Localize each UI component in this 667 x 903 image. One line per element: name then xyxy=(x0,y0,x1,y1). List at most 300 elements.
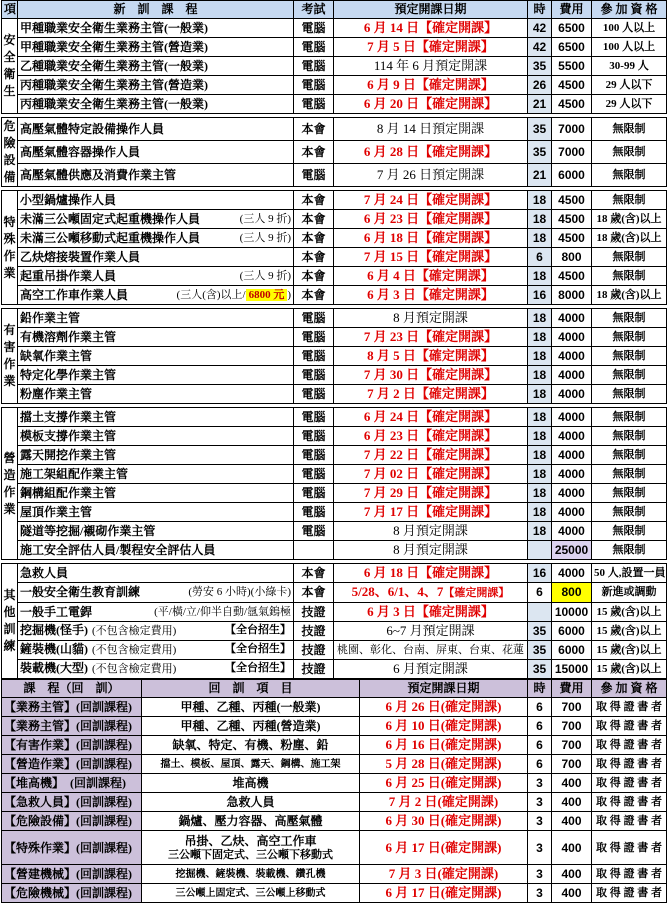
table-row xyxy=(2,366,667,385)
course-date-text: 5/28、6/1、4、7 xyxy=(351,584,444,599)
refresher-hours: 3 xyxy=(528,865,552,884)
course-tag: 【全台招生】 xyxy=(225,662,291,674)
course-name-text: 丙種職業安全衛生業務主管(營造業) xyxy=(20,77,208,92)
refresher-date-text: 6 月 16 日(確定開課) xyxy=(385,737,502,752)
course-date xyxy=(334,385,528,404)
course-date-text: 6 月 14 日【確定開課】 xyxy=(363,20,498,35)
category-char: 險 xyxy=(3,136,16,150)
exam-type: 本會 xyxy=(294,286,334,305)
course-name xyxy=(18,19,294,38)
refresher-course: 【危險設備】(回訓課程) xyxy=(2,812,142,831)
course-name xyxy=(18,522,294,541)
course-hours: 18 xyxy=(528,385,552,404)
course-date-text: 8 月 14 日預定開課 xyxy=(376,121,485,136)
category-char: 全 xyxy=(3,50,16,64)
course-eligibility: 無限制 xyxy=(592,503,667,522)
course-hours: 18 xyxy=(528,408,552,427)
course-eligibility: 15 歲(含)以上 xyxy=(592,641,667,660)
course-eligibility: 無限制 xyxy=(592,141,667,164)
refresher-hours: 3 xyxy=(528,812,552,831)
refresher-course: 【營建機械】(回訓課程) xyxy=(2,865,142,884)
category-char: 業 xyxy=(3,265,16,280)
course-name-text: 裝載機(大型) xyxy=(20,661,88,675)
course-hours: 18 xyxy=(528,427,552,446)
refresher-date xyxy=(360,717,528,736)
course-date-text: 8 月預定開課 xyxy=(393,310,468,325)
refresher-course: 【危險機械】(回訓課程) xyxy=(2,884,142,903)
course-fee: 4000 xyxy=(552,465,592,484)
course-fee: 6000 xyxy=(552,641,592,660)
course-schedule-table xyxy=(1,0,667,679)
course-note: (三人 9 折) xyxy=(239,269,291,282)
exam-type: 本會 xyxy=(294,583,334,603)
table-row xyxy=(2,286,667,305)
course-fee: 4000 xyxy=(552,503,592,522)
refresher-items-text: 鍋爐、壓力容器、高壓氣體 xyxy=(178,813,323,828)
exam-type: 本會 xyxy=(294,210,334,229)
refresher-course: 【有害作業】(回訓課程) xyxy=(2,736,142,755)
table-row xyxy=(2,564,667,583)
course-eligibility: 29 人以下 xyxy=(592,95,667,114)
course-date-text: 7 月 17 日【確定開課】 xyxy=(363,504,498,519)
refresher-items xyxy=(142,736,360,755)
course-date-text: 桃園、彰化、台南、屏東、台東、花蓮 xyxy=(337,644,524,656)
course-hours: 18 xyxy=(528,229,552,248)
exam-type: 本會 xyxy=(294,564,334,583)
course-hours: 18 xyxy=(528,267,552,286)
course-eligibility: 無限制 xyxy=(592,164,667,187)
course-fee: 800 xyxy=(552,583,592,603)
course-date-text: 8 月預定開課 xyxy=(393,542,468,557)
course-eligibility: 100 人以上 xyxy=(592,38,667,57)
refresher-row xyxy=(2,717,667,736)
course-name-text: 挖掘機(怪手) xyxy=(20,623,88,637)
refresher-items xyxy=(142,755,360,774)
course-eligibility: 無限制 xyxy=(592,385,667,404)
course-note: (不包含檢定費用) xyxy=(92,644,177,656)
course-fee: 4000 xyxy=(552,309,592,328)
course-price: 6800 元 xyxy=(246,289,288,301)
refresher-fee: 400 xyxy=(552,793,592,812)
course-date xyxy=(334,522,528,541)
refresher-items xyxy=(142,865,360,884)
course-eligibility: 無限制 xyxy=(592,408,667,427)
course-note: (不包含檢定費用) xyxy=(92,663,177,675)
category-cell-safety xyxy=(2,19,18,114)
course-hours: 18 xyxy=(528,210,552,229)
refresher-date xyxy=(360,884,528,903)
course-eligibility: 無限制 xyxy=(592,248,667,267)
refresher-course: 【特殊作業】(回訓課程) xyxy=(2,831,142,865)
category-cell-construct xyxy=(2,408,18,560)
course-date xyxy=(334,191,528,210)
course-name xyxy=(18,484,294,503)
course-eligibility: 29 人以下 xyxy=(592,76,667,95)
category-cell-other xyxy=(2,564,18,679)
refresher-hours: 3 xyxy=(528,831,552,865)
exam-type: 電腦 xyxy=(294,309,334,328)
course-note: (三人(含)以上/ xyxy=(176,288,246,301)
exam-type: 本會 xyxy=(294,118,334,141)
refresher-items xyxy=(142,812,360,831)
exam-type: 電腦 xyxy=(294,76,334,95)
table-header-row xyxy=(2,1,667,19)
table-row xyxy=(2,641,667,660)
course-name-text: 小型鍋爐操作人員 xyxy=(20,192,117,207)
course-date-text: 7 月 26 日預定開課 xyxy=(376,167,485,182)
refresher-hours: 6 xyxy=(528,755,552,774)
category-char: 他 xyxy=(3,605,16,619)
course-fee: 7000 xyxy=(552,141,592,164)
course-hours: 18 xyxy=(528,366,552,385)
table-row xyxy=(2,328,667,347)
course-tag: 【全台招生】 xyxy=(225,624,291,636)
refresher-date-text: 7 月 2 日(確定開課) xyxy=(388,794,499,809)
course-eligibility: 18 歲(含)以上 xyxy=(592,286,667,305)
refresher-eligibility: 取 得 證 書 者 xyxy=(592,774,667,793)
course-name xyxy=(18,38,294,57)
refresher-date-text: 6 月 17 日(確定開課) xyxy=(385,839,502,855)
refresher-items-text: 急救人員 xyxy=(226,794,275,809)
refresher-row xyxy=(2,698,667,717)
refresher-hours: 3 xyxy=(528,884,552,903)
course-fee: 6500 xyxy=(552,38,592,57)
course-note: (三人 9 折) xyxy=(239,212,291,225)
exam-type: 本會 xyxy=(294,191,334,210)
exam-type: 電腦 xyxy=(294,484,334,503)
category-char: 生 xyxy=(3,84,16,98)
course-fee: 4000 xyxy=(552,385,592,404)
refresher-hours: 6 xyxy=(528,736,552,755)
table-row xyxy=(2,603,667,622)
course-name-text: 特定化學作業主管 xyxy=(20,367,117,382)
course-hours: 35 xyxy=(528,57,552,76)
course-eligibility: 18 歲(含)以上 xyxy=(592,210,667,229)
refresher-eligibility: 取 得 證 書 者 xyxy=(592,865,667,884)
exam-type: 電腦 xyxy=(294,465,334,484)
course-name xyxy=(18,328,294,347)
refresher-items-text: 甲種、乙種、丙種(營造業) xyxy=(180,718,321,733)
course-name-text: 高空工作車作業人員 xyxy=(20,287,129,302)
course-hours: 35 xyxy=(528,622,552,641)
course-fee: 4500 xyxy=(552,229,592,248)
refresher-fee: 400 xyxy=(552,831,592,865)
course-fee: 4000 xyxy=(552,446,592,465)
table-row xyxy=(2,229,667,248)
table-row xyxy=(2,446,667,465)
course-hours: 16 xyxy=(528,286,552,305)
course-date xyxy=(334,660,528,679)
course-fee: 4500 xyxy=(552,267,592,286)
refresher-fee: 700 xyxy=(552,736,592,755)
course-eligibility: 無限制 xyxy=(592,465,667,484)
course-name-text: 未滿三公噸固定式起重機操作人員 xyxy=(20,211,201,226)
course-date xyxy=(334,19,528,38)
course-name xyxy=(18,503,294,522)
refresher-row xyxy=(2,736,667,755)
category-char: 業 xyxy=(3,374,16,388)
course-fee: 5500 xyxy=(552,57,592,76)
category-char: 特 xyxy=(3,214,16,229)
course-name-text: 未滿三公噸移動式起重機操作人員 xyxy=(20,230,201,245)
course-name xyxy=(18,564,294,583)
refresher-date-text: 7 月 3 日(確定開課) xyxy=(388,866,499,881)
course-date xyxy=(334,484,528,503)
course-name-text: 乙種職業安全衛生業務主管(一般業) xyxy=(20,58,208,73)
refresher-eligibility: 取 得 證 書 者 xyxy=(592,884,667,903)
table-row xyxy=(2,541,667,560)
refresher-header-course: 課 程（回 訓） xyxy=(2,680,142,698)
category-char: 殊 xyxy=(3,231,16,246)
exam-type: 本會 xyxy=(294,229,334,248)
course-name-text: 鉛作業主管 xyxy=(20,310,81,325)
course-note-end: ) xyxy=(287,288,291,301)
course-eligibility: 15 歲(含)以上 xyxy=(592,660,667,679)
course-date-text: 7 月 15 日【確定開課】 xyxy=(363,249,498,264)
course-name xyxy=(18,76,294,95)
refresher-date-text: 6 月 26 日(確定開課) xyxy=(385,699,502,714)
course-date-text: 7 月 30 日【確定開課】 xyxy=(363,367,498,382)
exam-type: 本會 xyxy=(294,267,334,286)
course-note: (不包含檢定費用) xyxy=(92,625,177,637)
course-name xyxy=(18,583,294,603)
course-eligibility: 無限制 xyxy=(592,328,667,347)
course-hours: 18 xyxy=(528,347,552,366)
course-name-text: 屋頂作業主管 xyxy=(20,504,93,519)
course-hours: 35 xyxy=(528,118,552,141)
course-date xyxy=(334,328,528,347)
course-date-text: 7 月 29 日【確定開課】 xyxy=(363,485,498,500)
refresher-date xyxy=(360,755,528,774)
course-name xyxy=(18,347,294,366)
course-date xyxy=(334,622,528,641)
refresher-row xyxy=(2,793,667,812)
refresher-hours: 3 xyxy=(528,793,552,812)
category-char: 練 xyxy=(3,639,16,653)
course-name-text: 隧道等挖掘/襯砌作業主管 xyxy=(20,523,156,538)
course-name-text: 鏟裝機(山貓) xyxy=(20,642,88,656)
header-fee: 費用 xyxy=(552,1,592,19)
course-fee: 6000 xyxy=(552,164,592,187)
refresher-hours: 6 xyxy=(528,698,552,717)
course-hours: 6 xyxy=(528,583,552,603)
category-char: 設 xyxy=(3,153,16,167)
refresher-items-text: 擋土、模板、屋頂、露天、鋼構、施工架 xyxy=(160,758,341,770)
course-hours: 42 xyxy=(528,38,552,57)
refresher-date xyxy=(360,831,528,865)
refresher-row xyxy=(2,884,667,903)
course-name-text: 乙炔熔接裝置作業人員 xyxy=(20,249,141,264)
refresher-header-date: 預定開課日期 xyxy=(360,680,528,698)
course-tag: 【全台招生】 xyxy=(225,643,291,655)
course-name-text: 一般安全衛生教育訓練 xyxy=(20,585,141,599)
refresher-items-text-2: 三公噸下固定式、三公噸下移動式 xyxy=(168,848,333,861)
course-name xyxy=(18,660,294,679)
refresher-course: 【業務主管】(回訓課程) xyxy=(2,698,142,717)
exam-type: 本會 xyxy=(294,141,334,164)
exam-type: 電腦 xyxy=(294,164,334,187)
category-char: 作 xyxy=(3,248,16,263)
exam-type: 本會 xyxy=(294,248,334,267)
table-row xyxy=(2,427,667,446)
course-date xyxy=(334,248,528,267)
course-name xyxy=(18,385,294,404)
course-name-text: 甲種職業安全衛生業務主管(營造業) xyxy=(20,39,208,54)
course-hours: 42 xyxy=(528,19,552,38)
course-date-text: 7 月 02 日【確定開課】 xyxy=(363,466,498,481)
exam-type: 電腦 xyxy=(294,408,334,427)
table-row xyxy=(2,38,667,57)
course-name xyxy=(18,446,294,465)
course-name xyxy=(18,141,294,164)
table-row xyxy=(2,141,667,164)
course-fee: 25000 xyxy=(552,541,592,560)
exam-type: 技證 xyxy=(294,660,334,679)
course-name xyxy=(18,408,294,427)
refresher-course: 【業務主管】(回訓課程) xyxy=(2,717,142,736)
table-row xyxy=(2,660,667,679)
course-eligibility: 無限制 xyxy=(592,309,667,328)
course-eligibility: 無限制 xyxy=(592,541,667,560)
course-eligibility: 15 歲(含)以上 xyxy=(592,622,667,641)
course-name-text: 高壓氣體特定設備操作人員 xyxy=(20,121,165,136)
course-date-text: 6 月 4 日【確定開課】 xyxy=(367,268,494,283)
course-fee: 7000 xyxy=(552,118,592,141)
course-eligibility: 無限制 xyxy=(592,267,667,286)
course-date-text: 7 月 22 日【確定開課】 xyxy=(363,447,498,462)
course-fee: 4500 xyxy=(552,210,592,229)
course-name-text: 擋土支撐作業主管 xyxy=(20,409,117,424)
course-date-text: 6 月 20 日【確定開課】 xyxy=(363,96,498,111)
course-name-text: 甲種職業安全衛生業務主管(一般業) xyxy=(20,20,208,35)
exam-type: 電腦 xyxy=(294,522,334,541)
refresher-eligibility: 取 得 證 書 者 xyxy=(592,812,667,831)
course-date-text: 6 月 18 日【確定開課】 xyxy=(363,230,498,245)
refresher-eligibility: 取 得 證 書 者 xyxy=(592,736,667,755)
category-cell-danger xyxy=(2,118,18,187)
refresher-fee: 700 xyxy=(552,755,592,774)
header-date: 預定開課日期 xyxy=(334,1,528,19)
course-date xyxy=(334,57,528,76)
refresher-header-eligibility: 參 加 資 格 xyxy=(592,680,667,698)
refresher-items-text: 堆高機 xyxy=(232,775,269,790)
course-eligibility: 無限制 xyxy=(592,427,667,446)
exam-type: 電腦 xyxy=(294,347,334,366)
course-name-text: 施工安全評估人員/製程安全評估人員 xyxy=(20,542,216,557)
header-hours: 時 xyxy=(528,1,552,19)
category-char: 業 xyxy=(3,501,16,516)
course-fee: 4000 xyxy=(552,427,592,446)
category-char: 作 xyxy=(3,357,16,371)
course-date xyxy=(334,38,528,57)
table-row xyxy=(2,164,667,187)
course-name-text: 施工架組配作業主管 xyxy=(20,466,129,481)
course-fee: 4500 xyxy=(552,191,592,210)
course-hours: 18 xyxy=(528,191,552,210)
course-eligibility: 無限制 xyxy=(592,191,667,210)
course-name-text: 缺氧作業主管 xyxy=(20,348,93,363)
refresher-table xyxy=(1,679,667,903)
table-row xyxy=(2,248,667,267)
header-exam: 考試 xyxy=(294,1,334,19)
course-name-text: 起重吊掛作業人員 xyxy=(20,268,117,283)
refresher-items xyxy=(142,698,360,717)
course-name xyxy=(18,210,294,229)
category-char: 營 xyxy=(3,450,16,465)
refresher-items-text: 缺氧、特定、有機、粉塵、鉛 xyxy=(172,737,329,752)
refresher-fee: 700 xyxy=(552,698,592,717)
refresher-course: 【營造作業】(回訓課程) xyxy=(2,755,142,774)
table-row xyxy=(2,76,667,95)
refresher-date-text: 5 月 28 日(確定開課) xyxy=(385,756,502,771)
course-fee: 6000 xyxy=(552,622,592,641)
course-eligibility: 無限制 xyxy=(592,366,667,385)
refresher-row xyxy=(2,812,667,831)
course-eligibility: 無限制 xyxy=(592,522,667,541)
refresher-course: 【堆高機】 (回訓課程) xyxy=(2,774,142,793)
course-fee: 6500 xyxy=(552,19,592,38)
refresher-items xyxy=(142,717,360,736)
course-date-text: 6 月 28 日【確定開課】 xyxy=(363,144,498,159)
refresher-date-text: 6 月 30 日(確定開課) xyxy=(385,813,502,828)
refresher-eligibility: 取 得 證 書 者 xyxy=(592,755,667,774)
course-date xyxy=(334,446,528,465)
refresher-eligibility: 取 得 證 書 者 xyxy=(592,831,667,865)
refresher-items-text: 三公噸上固定式、三公噸上移動式 xyxy=(175,887,326,899)
header-course: 新 訓 課 程 xyxy=(18,1,294,19)
course-fee: 4000 xyxy=(552,347,592,366)
course-fee: 15000 xyxy=(552,660,592,679)
refresher-fee: 400 xyxy=(552,774,592,793)
course-date-text: 114 年 6 月預定開課 xyxy=(373,58,488,73)
table-row xyxy=(2,118,667,141)
course-hours: 21 xyxy=(528,95,552,114)
course-name-text: 粉塵作業主管 xyxy=(20,386,93,401)
table-row xyxy=(2,191,667,210)
course-date xyxy=(334,541,528,560)
course-date-text: 7 月 2 日【確定開課】 xyxy=(367,386,494,401)
course-eligibility: 無限制 xyxy=(592,118,667,141)
course-date xyxy=(334,366,528,385)
course-fee: 800 xyxy=(552,248,592,267)
refresher-fee: 400 xyxy=(552,865,592,884)
course-name xyxy=(18,95,294,114)
course-date-text: 6 月 3 日【確定開課】 xyxy=(367,604,494,619)
refresher-date xyxy=(360,774,528,793)
refresher-date xyxy=(360,793,528,812)
table-row xyxy=(2,95,667,114)
refresher-eligibility: 取 得 證 書 者 xyxy=(592,793,667,812)
course-date-text: 7 月 23 日【確定開課】 xyxy=(363,329,498,344)
refresher-date-text: 6 月 17 日(確定開課) xyxy=(385,885,502,900)
course-name xyxy=(18,164,294,187)
course-note: (勞安 6 小時)(小綠卡) xyxy=(188,586,291,598)
course-name xyxy=(18,465,294,484)
refresher-header-fee: 費用 xyxy=(552,680,592,698)
course-fee: 4000 xyxy=(552,328,592,347)
course-hours: 18 xyxy=(528,328,552,347)
course-date-text: 7 月 24 日【確定開課】 xyxy=(363,192,498,207)
course-date xyxy=(334,95,528,114)
course-fee: 8000 xyxy=(552,286,592,305)
course-hours: 18 xyxy=(528,484,552,503)
course-name-text: 急救人員 xyxy=(20,565,69,580)
refresher-course: 【急救人員】(回訓課程) xyxy=(2,793,142,812)
course-date-text: 6 月 18 日【確定開課】 xyxy=(363,565,498,580)
course-date xyxy=(334,210,528,229)
course-eligibility: 15 歲(含)以上 xyxy=(592,603,667,622)
category-cell-harmful xyxy=(2,309,18,404)
